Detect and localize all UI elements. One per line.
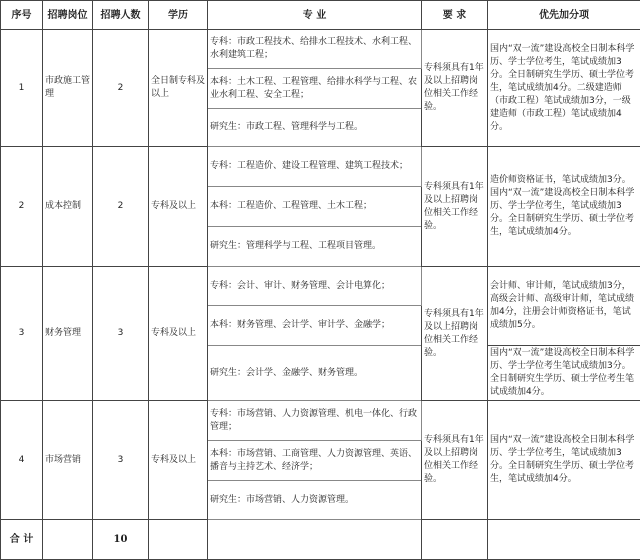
table-row bbox=[1, 401, 640, 441]
major-cell: 专科：会计、审计、财务管理、会计电算化； bbox=[208, 267, 422, 306]
education-level: 全日制专科及以上 bbox=[149, 30, 208, 147]
total-label: 合 计 bbox=[1, 520, 43, 560]
bonus-cell: 国内“双一流”建设高校全日制本科学历、学士学位考生笔试成绩加3分。全日制研究生学历、硕士学位考生笔试成绩加4分。 bbox=[488, 346, 640, 401]
header-row bbox=[1, 1, 640, 30]
major-cell: 本科：土木工程、工程管理、给排水科学与工程、农业水利工程、安全工程； bbox=[208, 69, 422, 109]
requirement-cell: 专科须具有1年及以上招聘岗位相关工作经验。 bbox=[422, 30, 488, 147]
major-cell: 本科：工程造价、工程管理、土木工程； bbox=[208, 187, 422, 227]
bonus-cell: 会计师、审计师，笔试成绩加3分，高级会计师、高级审计师，笔试成绩加4分，注册会计师资格证书，笔试成绩加5分。 bbox=[488, 267, 640, 346]
header-no: 序号 bbox=[1, 1, 43, 30]
major-cell: 研究生：市政工程、管理科学与工程。 bbox=[208, 109, 422, 147]
major-cell: 研究生：管理科学与工程、工程项目管理。 bbox=[208, 227, 422, 267]
table-row bbox=[1, 147, 640, 187]
table-row bbox=[1, 267, 640, 306]
header-position: 招聘岗位 bbox=[43, 1, 93, 30]
bonus-cell: 造价师资格证书，笔试成绩加3分。国内“双一流”建设高校全日制本科学历、学士学位考生，笔试成绩加3分。全日制研究生学历、硕士学位考生，笔试成绩加4分。 bbox=[488, 147, 640, 267]
row-number: 2 bbox=[1, 147, 43, 267]
requirement-cell: 专科须具有1年及以上招聘岗位相关工作经验。 bbox=[422, 401, 488, 520]
major-cell: 专科：市场营销、人力资源管理、机电一体化、行政管理； bbox=[208, 401, 422, 441]
total-empty bbox=[43, 520, 93, 560]
position-name: 市政施工管理 bbox=[43, 30, 93, 147]
requirement-cell: 专科须具有1年及以上招聘岗位相关工作经验。 bbox=[422, 267, 488, 401]
hire-count: 2 bbox=[93, 147, 149, 267]
major-cell: 专科：工程造价、建设工程管理、建筑工程技术； bbox=[208, 147, 422, 187]
total-empty bbox=[488, 520, 640, 560]
row-number: 4 bbox=[1, 401, 43, 520]
header-bonus: 优先加分项 bbox=[488, 1, 640, 30]
education-level: 专科及以上 bbox=[149, 267, 208, 401]
header-requirement: 要 求 bbox=[422, 1, 488, 30]
major-cell: 研究生：会计学、金融学、财务管理。 bbox=[208, 346, 422, 401]
row-number: 1 bbox=[1, 30, 43, 147]
position-name: 成本控制 bbox=[43, 147, 93, 267]
bonus-cell: 国内“双一流”建设高校全日制本科学历、学士学位考生，笔试成绩加3分。全日制研究生学历、硕士学位考生，笔试成绩加4分。 bbox=[488, 401, 640, 520]
education-level: 专科及以上 bbox=[149, 147, 208, 267]
education-level: 专科及以上 bbox=[149, 401, 208, 520]
row-number: 3 bbox=[1, 267, 43, 401]
major-cell: 本科：市场营销、工商管理、人力资源管理、英语、播音与主持艺术、经济学； bbox=[208, 441, 422, 481]
hire-count: 2 bbox=[93, 30, 149, 147]
hire-count: 3 bbox=[93, 401, 149, 520]
position-name: 市场营销 bbox=[43, 401, 93, 520]
bonus-cell: 国内“双一流”建设高校全日制本科学历、学士学位考生，笔试成绩加3分。全日制研究生学历、硕士学位考生，笔试成绩加4分。二级建造师（市政工程）笔试成绩加3分，一级建造师（市政工程）笔试成绩加4分。 bbox=[488, 30, 640, 147]
hire-count: 3 bbox=[93, 267, 149, 401]
total-empty bbox=[208, 520, 422, 560]
table-row bbox=[1, 30, 640, 69]
total-count: 10 bbox=[93, 520, 149, 560]
major-cell: 本科：财务管理、会计学、审计学、金融学； bbox=[208, 306, 422, 346]
total-row bbox=[1, 520, 640, 560]
requirement-cell: 专科须具有1年及以上招聘岗位相关工作经验。 bbox=[422, 147, 488, 267]
major-cell: 专科：市政工程技术、给排水工程技术、水利工程、水利建筑工程； bbox=[208, 30, 422, 69]
header-major: 专 业 bbox=[208, 1, 422, 30]
total-empty bbox=[422, 520, 488, 560]
position-name: 财务管理 bbox=[43, 267, 93, 401]
major-cell: 研究生：市场营销、人力资源管理。 bbox=[208, 481, 422, 520]
header-count: 招聘人数 bbox=[93, 1, 149, 30]
header-education: 学历 bbox=[149, 1, 208, 30]
total-empty bbox=[149, 520, 208, 560]
